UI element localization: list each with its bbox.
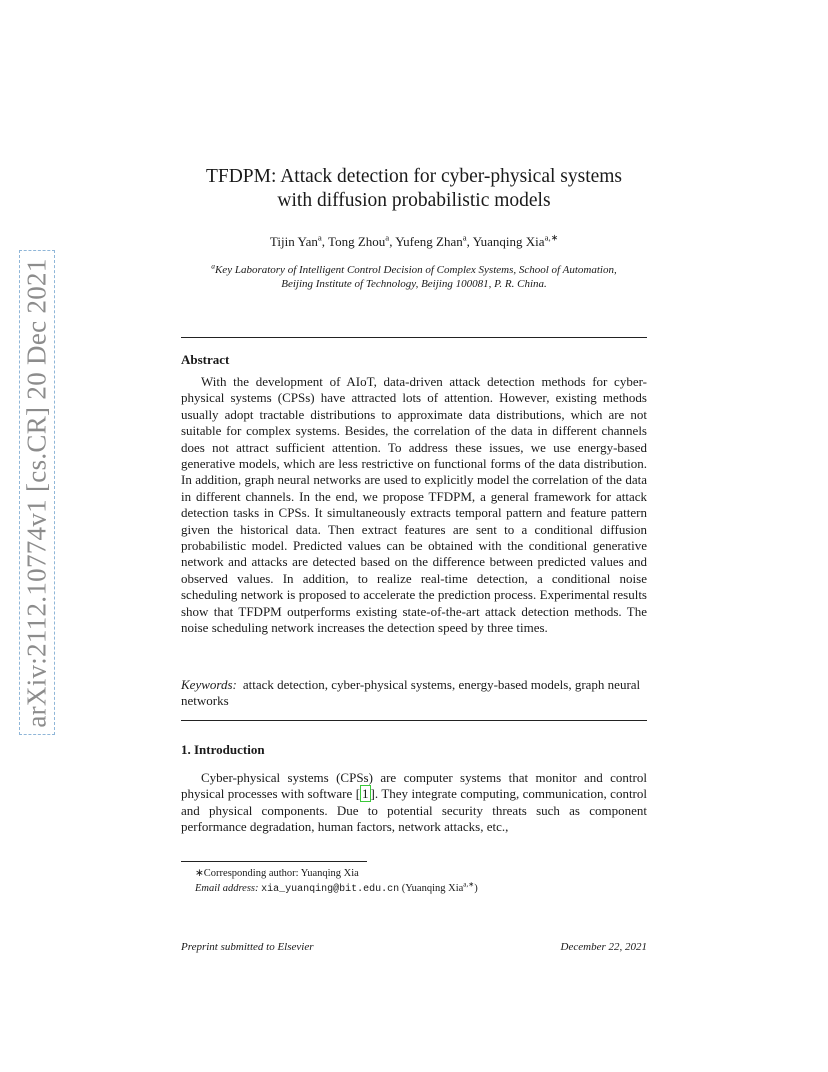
affiliation-mark: a	[211, 261, 215, 271]
footnote-email-link[interactable]: xia_yuanqing@bit.edu.cn	[261, 884, 400, 895]
paper-title	[150, 165, 678, 213]
citation-link[interactable]: 1	[362, 786, 369, 802]
keywords-text: attack detection, cyber-physical systems, energy-based models, graph neural networks	[181, 677, 641, 709]
title-line-1: TFDPM: Attack detection for cyber-physical systems	[205, 166, 623, 187]
footnote-email-label: Email address:	[195, 883, 259, 894]
footnote-email-close: )	[474, 883, 478, 894]
footnote	[195, 866, 478, 897]
author-affiliation-mark: a	[385, 232, 390, 243]
abstract-bottom-rule	[181, 720, 647, 721]
arxiv-identifier: arXiv:2112.10774v1 [cs.CR] 20 Dec 2021	[21, 257, 52, 728]
author-affiliation-mark: a	[462, 232, 467, 243]
affiliation-line-1: Key Laboratory of Intelligent Control Decision of Complex Systems, School of Automation,	[214, 264, 617, 276]
author-name: Yuanqing Xia	[472, 234, 545, 249]
keywords	[181, 677, 647, 710]
author-affiliation-mark: a,∗	[544, 232, 559, 243]
author-list: Tijin Yan$^a$, Tong Zhou$^a$, Yufeng Zhan$^a$, Yuanqing Xia$^{a,∗}$	[269, 232, 559, 249]
footnote-email-mark: a,∗	[463, 880, 475, 889]
abstract-text: With the development of AIoT, data-driven attack detection methods for cyber-physical systems (CPSs) have attracted lots of attention. However, existing methods usually adopt tractable distributions to approximate data distributions, which are not suitable for complex systems. Besides, the correlation of the data in different channels does not attract sufficient attention. To address these issues, we use energy-based generative models, which are less restrictive on functional forms of the data distribution. In addition, graph neural networks are used to explicitly model the correlation of the data in different channels. In the end, we propose TFDPM, a general framework for attack detection tasks in CPSs. It simultaneously extracts temporal pattern and feature pattern given the historical data. Then extract features are sent to a conditional diffusion probabilistic model. Predicted values can be obtained with the conditional generative network and attacks are detected based on the difference between predicted values and observed values. In addition, to realize real-time detection, a conditional noise scheduling network is proposed to accelerate the prediction process. Experimental results show that TFDPM outperforms existing state-of-the-art attack detection methods. The noise scheduling network increases the detection speed by three times.	[181, 374, 647, 636]
intro-text-before-citation: Cyber-physical systems (CPSs) are computer systems that monitor and control physical processes with software [	[181, 770, 647, 802]
author-affiliation-mark: a	[317, 232, 322, 243]
affiliation	[160, 263, 668, 291]
abstract-top-rule	[181, 337, 647, 338]
footnote-rule	[181, 861, 367, 862]
section-heading-introduction: 1. Introduction	[181, 742, 265, 757]
author-name: Tong Zhou	[328, 234, 386, 249]
author-name: Yufeng Zhan	[395, 234, 463, 249]
author-name: Tijin Yan	[269, 234, 318, 249]
affiliation-line-2: Beijing Institute of Technology, Beijing 100081, P. R. China.	[281, 278, 547, 290]
arxiv-stamp	[19, 250, 55, 735]
introduction-paragraph	[181, 770, 647, 836]
abstract-heading: Abstract	[181, 352, 230, 367]
intro-text-after-citation: ]. They integrate computing, communication, control and physical components. Due to potential security threats such as component performance degradation, human factors, network attacks, etc.,	[181, 786, 648, 835]
footnote-corresponding-author: ∗Corresponding author: Yuanqing Xia	[195, 868, 359, 879]
preprint-note: Preprint submitted to Elsevier	[181, 941, 314, 953]
keywords-label: Keywords:	[181, 677, 237, 692]
preprint-date: December 22, 2021	[560, 941, 647, 953]
footnote-email-owner: (Yuanqing Xia	[401, 883, 464, 894]
title-line-2: with diffusion probabilistic models	[277, 190, 551, 211]
